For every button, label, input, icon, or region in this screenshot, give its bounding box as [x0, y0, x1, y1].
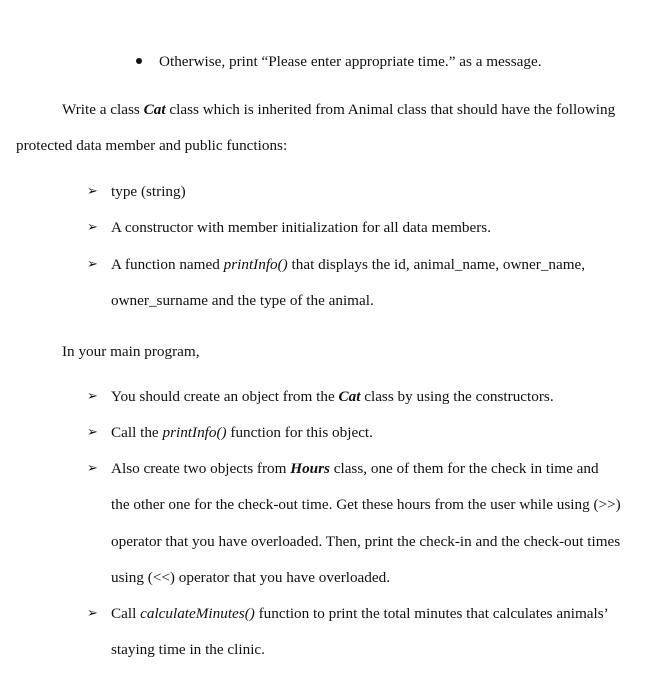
main-heading: In your main program,	[62, 343, 200, 360]
main-item-hours	[111, 460, 599, 478]
arrow-bullet-icon: ➢	[87, 220, 98, 235]
main-item1-part1: You should create an object from the	[111, 388, 339, 405]
main-item2-part1: Call the	[111, 424, 163, 441]
cat-item-type: type (string)	[111, 183, 186, 200]
main-item-hours-line2: the other one for the check-out time. Get these hours from the user while using (>>)	[111, 496, 621, 513]
main-item1-part2: class by using the constructors.	[360, 388, 554, 405]
main-item2-part2: function for this object.	[226, 424, 373, 441]
hours-class-name: Hours	[290, 460, 330, 477]
cat-item3-part2: that displays the id, animal_name, owner_name,	[287, 256, 586, 273]
main-item-call-printinfo	[111, 424, 373, 442]
intro-part1: Write a class	[62, 101, 144, 118]
cat-item3-part1: A function named	[111, 256, 224, 273]
arrow-bullet-icon: ➢	[87, 425, 98, 440]
main-item-hours-line3: operator that you have overloaded. Then, print the check-in and the check-out times	[111, 533, 621, 550]
arrow-bullet-icon: ➢	[87, 257, 98, 272]
calculate-minutes-func-name: calculateMinutes()	[140, 605, 255, 622]
main-item4-part2: function to print the total minutes that calculates animals’	[254, 605, 609, 622]
arrow-bullet-icon: ➢	[87, 389, 98, 404]
arrow-bullet-icon: ➢	[87, 461, 98, 476]
intro-line-2: protected data member and public functions:	[16, 137, 288, 154]
bullet-text: Otherwise, print “Please enter appropriate time.” as a message.	[159, 53, 542, 70]
main-item-create-object	[111, 388, 554, 406]
main-item3-part2: class, one of them for the check in time and	[329, 460, 599, 477]
cat-item-constructor: A constructor with member initialization for all data members.	[111, 219, 491, 236]
main-item3-part1: Also create two objects from	[111, 460, 291, 477]
printinfo-func-name: printInfo()	[223, 256, 288, 273]
cat-item-printinfo	[111, 256, 585, 274]
printinfo-func-name: printInfo()	[162, 424, 227, 441]
arrow-bullet-icon: ➢	[87, 184, 98, 199]
main-item-hours-line4: using (<<) operator that you have overloaded.	[111, 569, 391, 586]
cat-class-name: Cat	[338, 388, 361, 405]
intro-part2: class which is inherited from Animal class that should have the following	[165, 101, 616, 118]
bullet-dot-icon	[136, 58, 142, 64]
main-item-calculate-minutes	[111, 605, 609, 623]
arrow-bullet-icon: ➢	[87, 606, 98, 621]
cat-item-printinfo-line2: owner_surname and the type of the animal.	[111, 292, 374, 309]
intro-line-1	[62, 101, 615, 119]
cat-class-name: Cat	[143, 101, 166, 118]
main-item-calculate-minutes-line2: staying time in the clinic.	[111, 641, 265, 658]
main-item4-part1: Call	[111, 605, 141, 622]
